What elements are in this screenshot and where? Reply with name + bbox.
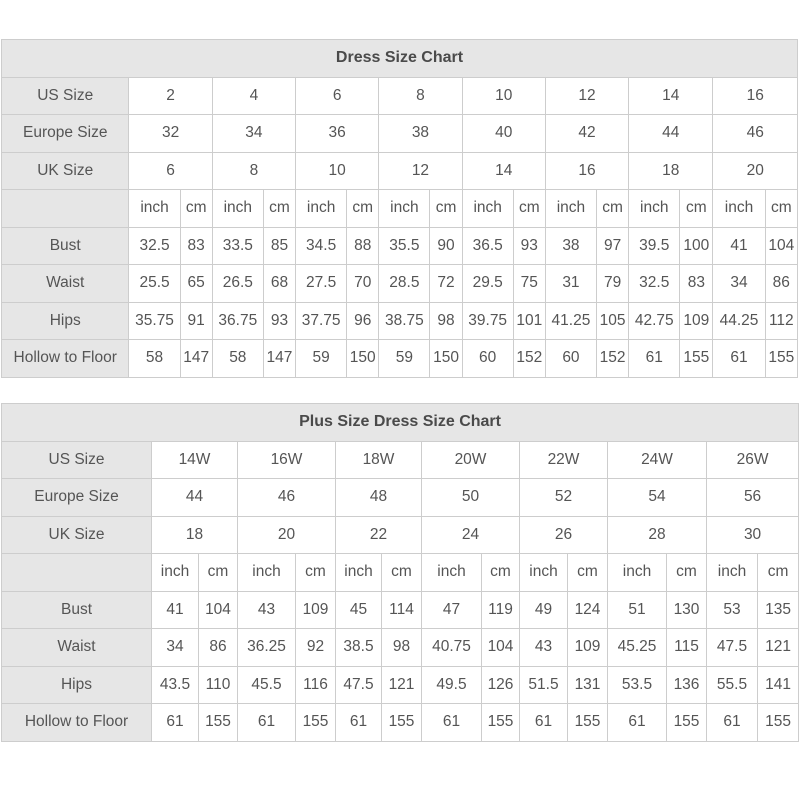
measure-cell: 34 (152, 629, 199, 667)
measure-cell: 83 (180, 227, 212, 265)
measure-cell: 36.25 (238, 629, 296, 667)
row-label: UK Size (2, 516, 152, 554)
measure-cell: 58 (212, 340, 263, 378)
size-cell: 16W (238, 441, 336, 479)
measure-cell: 31 (545, 265, 596, 303)
measure-cell: 141 (758, 666, 799, 704)
measure-cell: 135 (758, 591, 799, 629)
unit-cm: cm (382, 554, 422, 592)
measure-cell: 91 (180, 302, 212, 340)
row-label: Hips (2, 666, 152, 704)
measure-cell: 155 (568, 704, 608, 742)
unit-inch: inch (379, 190, 430, 228)
measure-cell: 101 (513, 302, 545, 340)
unit-cm: cm (296, 554, 336, 592)
measure-cell: 104 (199, 591, 238, 629)
measure-cell: 59 (379, 340, 430, 378)
measure-row-bust (2, 591, 799, 629)
row-label: Bust (2, 591, 152, 629)
measure-cell: 155 (680, 340, 713, 378)
measure-cell: 121 (758, 629, 799, 667)
measure-cell: 60 (545, 340, 596, 378)
measure-cell: 60 (462, 340, 513, 378)
size-cell: 38 (379, 115, 462, 153)
size-cell: 18 (152, 516, 238, 554)
measure-row-waist (2, 629, 799, 667)
row-label: UK Size (2, 152, 129, 190)
measure-cell: 41.25 (545, 302, 596, 340)
measure-cell: 98 (430, 302, 462, 340)
chart-title: Dress Size Chart (2, 40, 798, 78)
measure-cell: 37.75 (296, 302, 347, 340)
size-cell: 46 (713, 115, 798, 153)
unit-inch: inch (212, 190, 263, 228)
size-cell: 12 (379, 152, 462, 190)
measure-cell: 72 (430, 265, 462, 303)
measure-cell: 45 (336, 591, 382, 629)
row-label: Hips (2, 302, 129, 340)
measure-cell: 93 (263, 302, 295, 340)
measure-cell: 126 (482, 666, 520, 704)
measure-cell: 85 (263, 227, 295, 265)
measure-cell: 58 (129, 340, 180, 378)
unit-cm: cm (180, 190, 212, 228)
size-cell: 14 (629, 77, 713, 115)
measure-cell: 32.5 (129, 227, 180, 265)
measure-cell: 38.5 (336, 629, 382, 667)
measure-cell: 155 (382, 704, 422, 742)
measure-cell: 61 (707, 704, 758, 742)
size-cell: 32 (129, 115, 212, 153)
size-cell: 36 (296, 115, 379, 153)
size-row-europe (2, 479, 799, 517)
measure-cell: 116 (296, 666, 336, 704)
measure-cell: 86 (199, 629, 238, 667)
size-cell: 12 (545, 77, 628, 115)
measure-row-hips (2, 666, 799, 704)
size-cell: 8 (212, 152, 295, 190)
size-cell: 44 (152, 479, 238, 517)
row-label: Hollow to Floor (2, 704, 152, 742)
measure-cell: 39.75 (462, 302, 513, 340)
measure-cell: 155 (199, 704, 238, 742)
measure-cell: 98 (382, 629, 422, 667)
measure-cell: 150 (347, 340, 379, 378)
size-cell: 2 (129, 77, 212, 115)
measure-cell: 150 (430, 340, 462, 378)
size-cell: 22W (520, 441, 608, 479)
unit-row-label (2, 190, 129, 228)
size-cell: 20 (713, 152, 798, 190)
measure-row-hips (2, 302, 798, 340)
measure-cell: 41 (713, 227, 765, 265)
unit-inch: inch (545, 190, 596, 228)
measure-cell: 47.5 (707, 629, 758, 667)
size-cell: 20 (238, 516, 336, 554)
measure-row-bust (2, 227, 798, 265)
measure-cell: 61 (336, 704, 382, 742)
measure-cell: 136 (667, 666, 707, 704)
measure-cell: 79 (597, 265, 629, 303)
measure-cell: 35.75 (129, 302, 180, 340)
measure-cell: 124 (568, 591, 608, 629)
measure-cell: 38.75 (379, 302, 430, 340)
size-cell: 52 (520, 479, 608, 517)
plus-size-chart-table (1, 403, 799, 742)
measure-cell: 109 (296, 591, 336, 629)
unit-inch: inch (608, 554, 667, 592)
measure-cell: 39.5 (629, 227, 680, 265)
measure-cell: 155 (758, 704, 799, 742)
unit-inch: inch (629, 190, 680, 228)
size-row-uk (2, 152, 798, 190)
measure-cell: 55.5 (707, 666, 758, 704)
measure-cell: 61 (608, 704, 667, 742)
measure-cell: 49 (520, 591, 568, 629)
unit-cm: cm (667, 554, 707, 592)
measure-cell: 26.5 (212, 265, 263, 303)
measure-cell: 131 (568, 666, 608, 704)
measure-row-waist (2, 265, 798, 303)
size-cell: 22 (336, 516, 422, 554)
measure-cell: 29.5 (462, 265, 513, 303)
measure-cell: 109 (680, 302, 713, 340)
measure-cell: 70 (347, 265, 379, 303)
size-cell: 24 (422, 516, 520, 554)
measure-cell: 28.5 (379, 265, 430, 303)
row-label: Hollow to Floor (2, 340, 129, 378)
row-label: Waist (2, 265, 129, 303)
measure-cell: 119 (482, 591, 520, 629)
unit-cm: cm (568, 554, 608, 592)
size-cell: 14W (152, 441, 238, 479)
measure-cell: 121 (382, 666, 422, 704)
size-cell: 6 (129, 152, 212, 190)
measure-cell: 34 (713, 265, 765, 303)
measure-cell: 112 (765, 302, 797, 340)
measure-cell: 43.5 (152, 666, 199, 704)
measure-cell: 97 (597, 227, 629, 265)
size-row-uk (2, 516, 799, 554)
measure-cell: 88 (347, 227, 379, 265)
unit-inch: inch (707, 554, 758, 592)
measure-cell: 41 (152, 591, 199, 629)
size-cell: 44 (629, 115, 713, 153)
size-cell: 14 (462, 152, 545, 190)
measure-cell: 104 (765, 227, 797, 265)
size-cell: 6 (296, 77, 379, 115)
measure-cell: 61 (422, 704, 482, 742)
measure-cell: 152 (597, 340, 629, 378)
size-cell: 24W (608, 441, 707, 479)
size-cell: 18 (629, 152, 713, 190)
measure-cell: 27.5 (296, 265, 347, 303)
measure-cell: 75 (513, 265, 545, 303)
size-cell: 42 (545, 115, 628, 153)
dress-size-chart-table (1, 39, 798, 378)
unit-inch: inch (129, 190, 180, 228)
size-cell: 10 (296, 152, 379, 190)
unit-inch: inch (336, 554, 382, 592)
measure-cell: 38 (545, 227, 596, 265)
measure-cell: 110 (199, 666, 238, 704)
measure-cell: 61 (238, 704, 296, 742)
unit-cm: cm (513, 190, 545, 228)
unit-inch: inch (238, 554, 296, 592)
unit-cm: cm (765, 190, 797, 228)
size-cell: 10 (462, 77, 545, 115)
size-cell: 26W (707, 441, 799, 479)
measure-cell: 59 (296, 340, 347, 378)
unit-cm: cm (263, 190, 295, 228)
row-label: Europe Size (2, 115, 129, 153)
measure-cell: 42.75 (629, 302, 680, 340)
size-row-europe (2, 115, 798, 153)
measure-cell: 61 (629, 340, 680, 378)
size-cell: 48 (336, 479, 422, 517)
measure-cell: 25.5 (129, 265, 180, 303)
measure-cell: 68 (263, 265, 295, 303)
measure-cell: 36.75 (212, 302, 263, 340)
size-cell: 4 (212, 77, 295, 115)
measure-cell: 93 (513, 227, 545, 265)
measure-cell: 130 (667, 591, 707, 629)
measure-cell: 109 (568, 629, 608, 667)
measure-cell: 33.5 (212, 227, 263, 265)
unit-row (2, 554, 799, 592)
unit-cm: cm (482, 554, 520, 592)
measure-cell: 51.5 (520, 666, 568, 704)
measure-cell: 83 (680, 265, 713, 303)
measure-cell: 40.75 (422, 629, 482, 667)
measure-cell: 152 (513, 340, 545, 378)
unit-inch: inch (520, 554, 568, 592)
measure-cell: 86 (765, 265, 797, 303)
measure-cell: 53.5 (608, 666, 667, 704)
measure-cell: 47.5 (336, 666, 382, 704)
unit-cm: cm (758, 554, 799, 592)
measure-cell: 53 (707, 591, 758, 629)
measure-cell: 61 (713, 340, 765, 378)
size-cell: 56 (707, 479, 799, 517)
unit-inch: inch (713, 190, 765, 228)
measure-cell: 90 (430, 227, 462, 265)
unit-cm: cm (199, 554, 238, 592)
unit-cm: cm (430, 190, 462, 228)
measure-cell: 147 (180, 340, 212, 378)
size-cell: 30 (707, 516, 799, 554)
measure-cell: 43 (238, 591, 296, 629)
measure-cell: 36.5 (462, 227, 513, 265)
measure-cell: 155 (765, 340, 797, 378)
row-label: Waist (2, 629, 152, 667)
measure-cell: 155 (296, 704, 336, 742)
measure-cell: 35.5 (379, 227, 430, 265)
row-label: Europe Size (2, 479, 152, 517)
unit-inch: inch (296, 190, 347, 228)
measure-cell: 61 (152, 704, 199, 742)
row-label: Bust (2, 227, 129, 265)
size-cell: 16 (713, 77, 798, 115)
size-cell: 46 (238, 479, 336, 517)
size-row-us (2, 77, 798, 115)
size-cell: 20W (422, 441, 520, 479)
measure-row-hollow-to-floor (2, 340, 798, 378)
measure-cell: 115 (667, 629, 707, 667)
size-cell: 16 (545, 152, 628, 190)
measure-cell: 45.25 (608, 629, 667, 667)
measure-cell: 47 (422, 591, 482, 629)
measure-cell: 114 (382, 591, 422, 629)
size-cell: 40 (462, 115, 545, 153)
measure-cell: 61 (520, 704, 568, 742)
measure-cell: 43 (520, 629, 568, 667)
measure-cell: 155 (667, 704, 707, 742)
size-cell: 28 (608, 516, 707, 554)
size-cell: 18W (336, 441, 422, 479)
measure-cell: 45.5 (238, 666, 296, 704)
measure-cell: 51 (608, 591, 667, 629)
measure-cell: 96 (347, 302, 379, 340)
measure-cell: 65 (180, 265, 212, 303)
size-row-us (2, 441, 799, 479)
measure-cell: 147 (263, 340, 295, 378)
measure-cell: 104 (482, 629, 520, 667)
unit-inch: inch (422, 554, 482, 592)
measure-cell: 155 (482, 704, 520, 742)
measure-cell: 92 (296, 629, 336, 667)
unit-inch: inch (152, 554, 199, 592)
unit-cm: cm (597, 190, 629, 228)
size-cell: 50 (422, 479, 520, 517)
size-cell: 26 (520, 516, 608, 554)
measure-row-hollow-to-floor (2, 704, 799, 742)
measure-cell: 34.5 (296, 227, 347, 265)
unit-cm: cm (680, 190, 713, 228)
unit-cm: cm (347, 190, 379, 228)
unit-row (2, 190, 798, 228)
measure-cell: 49.5 (422, 666, 482, 704)
measure-cell: 100 (680, 227, 713, 265)
size-cell: 54 (608, 479, 707, 517)
unit-row-label (2, 554, 152, 592)
chart-title: Plus Size Dress Size Chart (2, 404, 799, 442)
row-label: US Size (2, 77, 129, 115)
measure-cell: 44.25 (713, 302, 765, 340)
measure-cell: 105 (597, 302, 629, 340)
size-cell: 34 (212, 115, 295, 153)
unit-inch: inch (462, 190, 513, 228)
size-cell: 8 (379, 77, 462, 115)
row-label: US Size (2, 441, 152, 479)
measure-cell: 32.5 (629, 265, 680, 303)
